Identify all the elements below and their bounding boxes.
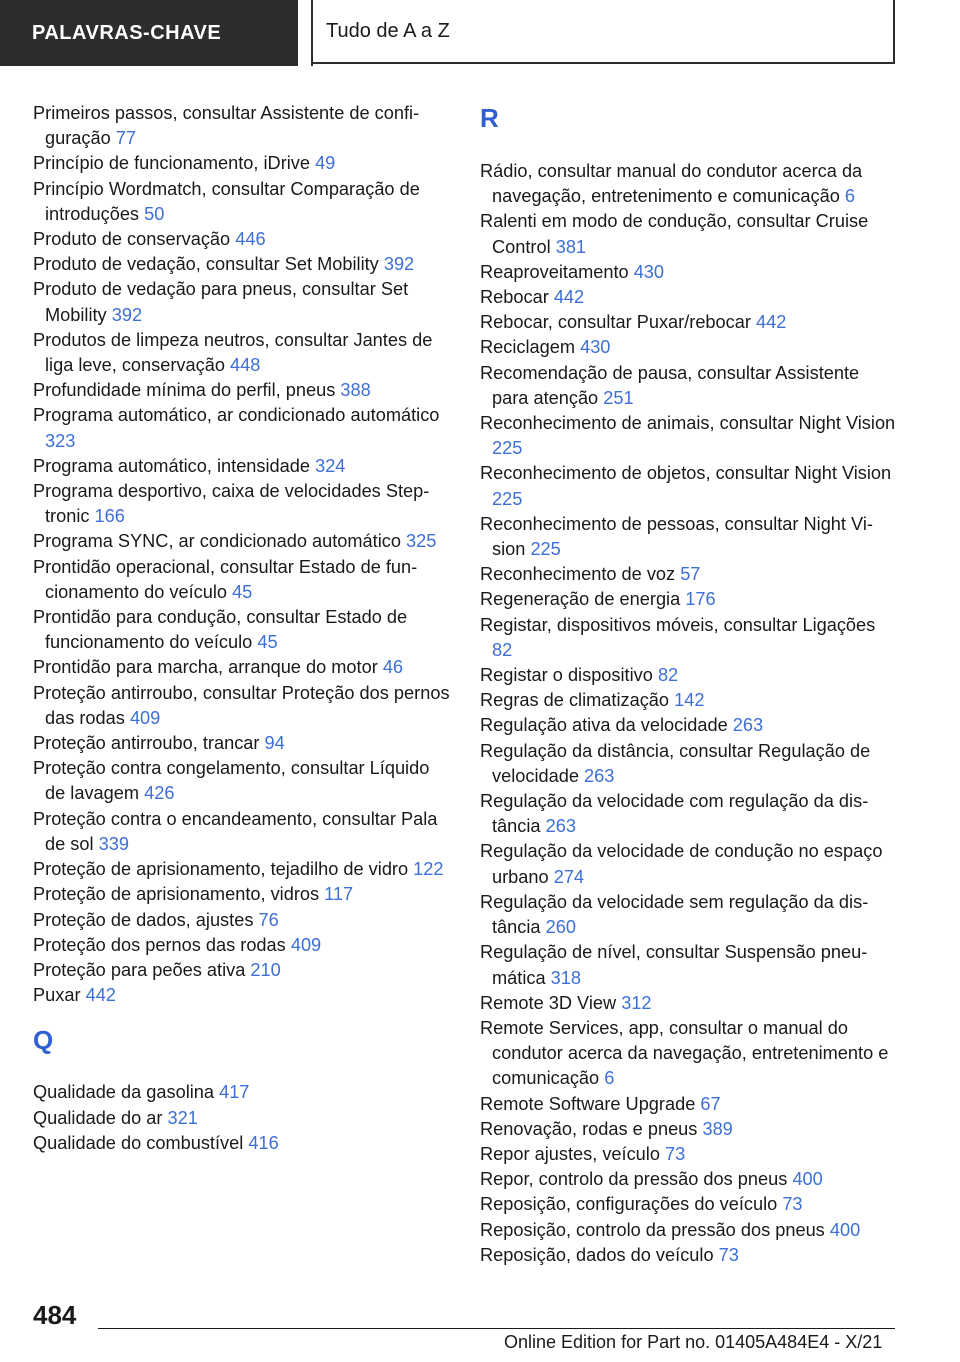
index-entry-term: Profundidade mínima do perfil, pneus xyxy=(33,380,336,401)
page-reference-link[interactable]: 448 xyxy=(230,355,261,376)
page-reference-link[interactable]: 430 xyxy=(633,261,665,282)
index-entry-term: Reposição, dados do veículo xyxy=(480,1244,714,1265)
index-entry xyxy=(480,1142,900,1167)
page-number: 484 xyxy=(33,1300,77,1330)
index-entry xyxy=(33,882,453,907)
index-entry-term: Prontidão para marcha, arranque do motor xyxy=(33,657,378,678)
index-entry xyxy=(480,461,900,511)
index-entry xyxy=(480,839,900,889)
index-entry xyxy=(480,940,900,990)
index-entry xyxy=(33,177,453,227)
index-entry xyxy=(33,101,453,151)
index-column-right xyxy=(480,103,900,1268)
page-reference-link[interactable]: 73 xyxy=(718,1244,739,1265)
index-entry xyxy=(480,1243,900,1268)
index-entry-term: Remote 3D View xyxy=(480,992,617,1013)
index-entry xyxy=(480,285,900,310)
page-reference-link[interactable]: 73 xyxy=(665,1143,686,1164)
index-entry xyxy=(480,587,900,612)
index-entry xyxy=(480,991,900,1016)
page-reference-link[interactable]: 400 xyxy=(829,1219,861,1240)
index-entry-term: Princípio Wordmatch, consultar Comparação de introduções xyxy=(33,178,420,224)
index-entry-term: Prontidão operacional, consultar Estado de funcionamento do veículo xyxy=(33,556,418,602)
page-reference-link[interactable]: 312 xyxy=(621,992,652,1013)
index-entry-term: Rádio, consultar manual do condutor acerca da navegação, entretenimento e comunicação xyxy=(480,161,863,207)
page-reference-link[interactable]: 339 xyxy=(98,833,129,854)
page-reference-link[interactable]: 430 xyxy=(580,337,611,358)
index-entry xyxy=(33,378,453,403)
index-entry-term: Proteção contra congelamento, consultar Líquido de lavagem xyxy=(33,758,430,804)
index-entry-term: Reconhecimento de animais, consultar Night Vision xyxy=(480,413,896,434)
index-entry-term: Reconhecimento de pessoas, consultar Night Vision xyxy=(480,513,873,560)
index-entry-term: Reaproveitamento xyxy=(480,261,629,282)
index-entry-term: Remote Services, app, consultar o manual do condutor acerca da navegação, entretenimento e comunicação xyxy=(480,1017,889,1089)
page-reference-link[interactable]: 400 xyxy=(792,1169,823,1190)
page-reference-link[interactable]: 263 xyxy=(732,715,764,736)
index-entry xyxy=(480,512,900,562)
index-entry xyxy=(33,605,453,655)
page-reference-link[interactable]: 388 xyxy=(340,380,371,401)
page-reference-link[interactable]: 325 xyxy=(406,531,437,552)
page-header xyxy=(0,0,960,66)
page-reference-link[interactable]: 442 xyxy=(553,287,585,308)
index-entry xyxy=(480,310,900,335)
page-reference-link[interactable]: 45 xyxy=(257,632,278,653)
page-reference-link[interactable]: 57 xyxy=(680,564,701,585)
index-entry xyxy=(480,1167,900,1192)
page-reference-link[interactable]: 94 xyxy=(264,733,285,754)
index-entry-term: Ralenti em modo de condução, consultar Cruise Control xyxy=(480,211,869,257)
index-entry-term: Qualidade da gasolina xyxy=(33,1082,215,1103)
index-entry xyxy=(480,1117,900,1142)
section-tab: PALAVRAS-CHAVE xyxy=(0,0,298,66)
page-reference-link[interactable]: 446 xyxy=(235,229,266,250)
index-group-r xyxy=(480,159,900,1268)
index-entry xyxy=(33,454,453,479)
index-entry xyxy=(33,857,453,882)
index-entry-term: Programa automático, ar condicionado automático xyxy=(33,405,440,426)
page-reference-link[interactable]: 45 xyxy=(232,581,253,602)
index-entry xyxy=(33,403,453,453)
index-entry-term: Regras de climatização xyxy=(480,690,670,711)
index-entry-term: Programa desportivo, caixa de velocidades Steptronic xyxy=(33,481,430,527)
index-entry xyxy=(33,756,453,806)
page-reference-link[interactable]: 176 xyxy=(685,589,716,610)
index-entry xyxy=(480,562,900,587)
page-reference-link[interactable]: 142 xyxy=(674,690,705,711)
footer-divider xyxy=(98,1328,895,1329)
page-reference-link[interactable]: 50 xyxy=(144,203,165,224)
page-reference-link[interactable]: 392 xyxy=(383,254,415,275)
index-entry-term: Renovação, rodas e pneus xyxy=(480,1118,698,1139)
page-reference-link[interactable]: 76 xyxy=(258,909,279,930)
page-reference-link[interactable]: 381 xyxy=(555,236,587,257)
page-reference-link[interactable]: 166 xyxy=(94,506,125,527)
index-entry xyxy=(33,1106,453,1131)
index-entry-term: Programa SYNC, ar condicionado automático xyxy=(33,531,401,552)
index-entry xyxy=(480,1092,900,1117)
index-entry-term: Proteção de aprisionamento, vidros xyxy=(33,884,320,905)
page-reference-link[interactable]: 49 xyxy=(315,153,336,174)
page-reference-link[interactable]: 117 xyxy=(324,884,354,905)
index-entry-term: Reconhecimento de voz xyxy=(480,564,676,585)
index-entry-term: Registar, dispositivos móveis, consultar Ligações xyxy=(480,614,876,635)
page-reference-link[interactable]: 225 xyxy=(492,488,523,509)
page-reference-link[interactable]: 122 xyxy=(413,859,444,880)
page-reference-link[interactable]: 392 xyxy=(111,304,143,325)
index-entry xyxy=(33,1080,453,1105)
index-entry xyxy=(480,1192,900,1217)
page-reference-link[interactable]: 442 xyxy=(85,985,116,1006)
index-entry-term: Regulação ativa da velocidade xyxy=(480,715,728,736)
page-reference-link[interactable]: 274 xyxy=(553,866,585,887)
page-reference-link[interactable]: 210 xyxy=(250,959,281,980)
page-reference-link[interactable]: 73 xyxy=(782,1194,803,1215)
index-entry-term: Reconhecimento de objetos, consultar Night Vision xyxy=(480,463,892,484)
index-entry-term: Produto de vedação para pneus, consultar Set Mobility xyxy=(33,279,409,325)
index-column-left xyxy=(33,101,453,1156)
index-entry-term: Proteção de dados, ajustes xyxy=(33,909,254,930)
page-reference-link[interactable]: 6 xyxy=(604,1068,615,1089)
index-entry xyxy=(33,277,453,327)
page-reference-link[interactable]: 225 xyxy=(530,539,561,560)
index-group-q xyxy=(33,1080,453,1156)
index-entry xyxy=(480,688,900,713)
index-entry-term: Recomendação de pausa, consultar Assistente para atenção xyxy=(480,362,860,408)
index-entry-term: Regulação de nível, consultar Suspensão pneumática xyxy=(480,942,868,988)
index-entry xyxy=(480,335,900,360)
page-reference-link[interactable]: 225 xyxy=(492,438,523,459)
index-entry xyxy=(480,361,900,411)
index-entry-term: Reciclagem xyxy=(480,337,576,358)
page-reference-link[interactable]: 6 xyxy=(844,186,855,207)
index-entry-term: Registar o dispositivo xyxy=(480,665,653,686)
index-entry-term: Produtos de limpeza neutros, consultar Jantes de liga leve, conservação xyxy=(33,329,433,376)
page-reference-link[interactable]: 442 xyxy=(756,312,787,333)
index-entry-term: Proteção para peões ativa xyxy=(33,959,246,980)
page-reference-link[interactable]: 409 xyxy=(290,934,322,955)
index-group-p xyxy=(33,101,453,1008)
index-entry xyxy=(480,1016,900,1092)
index-entry-term: Regulação da velocidade com regulação da distância xyxy=(480,791,869,837)
page-reference-link[interactable]: 416 xyxy=(248,1132,279,1153)
index-entry-term: Regulação da velocidade sem regulação da distância xyxy=(480,891,869,938)
index-entry-term: Programa automático, intensidade xyxy=(33,455,311,476)
page-reference-link[interactable]: 82 xyxy=(492,639,513,660)
index-entry xyxy=(480,890,900,940)
index-entry xyxy=(33,328,453,378)
index-entry-term: Regeneração de energia xyxy=(480,589,681,610)
page-reference-link[interactable]: 46 xyxy=(382,657,404,678)
index-entry xyxy=(480,1218,900,1243)
index-entry xyxy=(480,613,900,663)
index-entry-term: Qualidade do combustível xyxy=(33,1132,244,1153)
index-entry-term: Qualidade do ar xyxy=(33,1107,163,1128)
index-entry-term: Proteção contra o encandeamento, consultar Pala de sol xyxy=(33,808,438,854)
index-entry xyxy=(33,479,453,529)
page-reference-link[interactable]: 324 xyxy=(315,455,346,476)
index-entry-term: Prontidão para condução, consultar Estado de funcionamento do veículo xyxy=(33,607,408,653)
index-entry xyxy=(480,713,900,738)
index-entry xyxy=(33,681,453,731)
index-entry xyxy=(480,739,900,789)
page-reference-link[interactable]: 417 xyxy=(219,1082,250,1103)
index-entry-term: Proteção antirroubo, trancar xyxy=(33,733,260,754)
index-entry-term: Repor ajustes, veículo xyxy=(480,1143,660,1164)
index-entry-term: Princípio de funcionamento, iDrive xyxy=(33,153,310,174)
index-entry-term: Produto de vedação, consultar Set Mobility xyxy=(33,254,379,275)
index-entry-term: Rebocar xyxy=(480,287,549,308)
index-entry xyxy=(33,807,453,857)
index-entry xyxy=(33,655,453,680)
index-entry xyxy=(33,731,453,756)
page-reference-link[interactable]: 263 xyxy=(584,765,615,786)
page-reference-link[interactable]: 323 xyxy=(45,430,76,451)
index-entry xyxy=(33,227,453,252)
index-entry xyxy=(33,983,453,1008)
index-letter-heading: R xyxy=(480,103,499,133)
page-reference-link[interactable]: 260 xyxy=(545,917,576,938)
edition-info: Online Edition for Part no. 01405A484E4 - X/21 xyxy=(504,1332,883,1352)
index-entry-term: Regulação da distância, consultar Regulação de velocidade xyxy=(480,740,871,786)
index-entry xyxy=(33,1131,453,1156)
page-reference-link[interactable]: 389 xyxy=(702,1118,733,1139)
index-entry-term: Reposição, configurações do veículo xyxy=(480,1194,778,1215)
page-reference-link[interactable]: 321 xyxy=(167,1107,198,1128)
page-reference-link[interactable]: 409 xyxy=(129,707,161,728)
index-entry-term: Puxar xyxy=(33,985,81,1006)
page-reference-link[interactable]: 426 xyxy=(144,783,175,804)
index-entry xyxy=(480,260,900,285)
index-entry xyxy=(33,252,453,277)
index-entry-term: Proteção antirroubo, consultar Proteção dos pernos das rodas xyxy=(33,682,450,728)
index-entry xyxy=(33,529,453,554)
index-entry-term: Produto de conservação xyxy=(33,229,231,250)
index-entry xyxy=(33,958,453,983)
page-reference-link[interactable]: 82 xyxy=(657,665,679,686)
page-reference-link[interactable]: 263 xyxy=(545,816,576,837)
index-entry xyxy=(480,789,900,839)
index-entry-term: Proteção dos pernos das rodas xyxy=(33,934,286,955)
index-entry-term: Regulação da velocidade de condução no espaço urbano xyxy=(480,841,883,887)
index-entry xyxy=(480,663,900,688)
index-entry-term: Repor, controlo da pressão dos pneus xyxy=(480,1169,788,1190)
page-reference-link[interactable]: 77 xyxy=(115,128,137,149)
index-entry-term: Rebocar, consultar Puxar/rebocar xyxy=(480,312,751,333)
index-entry xyxy=(480,411,900,461)
index-entry xyxy=(33,933,453,958)
index-letter-heading: Q xyxy=(33,1025,54,1056)
page-reference-link[interactable]: 251 xyxy=(603,387,634,408)
index-entry-term: Remote Software Upgrade xyxy=(480,1093,696,1114)
index-entry-term: Proteção de aprisionamento, tejadilho de vidro xyxy=(33,859,409,880)
index-entry xyxy=(480,209,900,259)
index-entry xyxy=(33,908,453,933)
index-entry-term: Reposição, controlo da pressão dos pneus xyxy=(480,1219,825,1240)
index-entry-term: Primeiros passos, consultar Assistente de configuração xyxy=(33,103,420,149)
index-entry xyxy=(33,151,453,176)
page-reference-link[interactable]: 318 xyxy=(550,967,581,988)
chapter-title: Tudo de A a Z xyxy=(311,0,895,64)
index-entry xyxy=(33,555,453,605)
index-entry xyxy=(480,159,900,209)
page-reference-link[interactable]: 67 xyxy=(700,1093,721,1114)
